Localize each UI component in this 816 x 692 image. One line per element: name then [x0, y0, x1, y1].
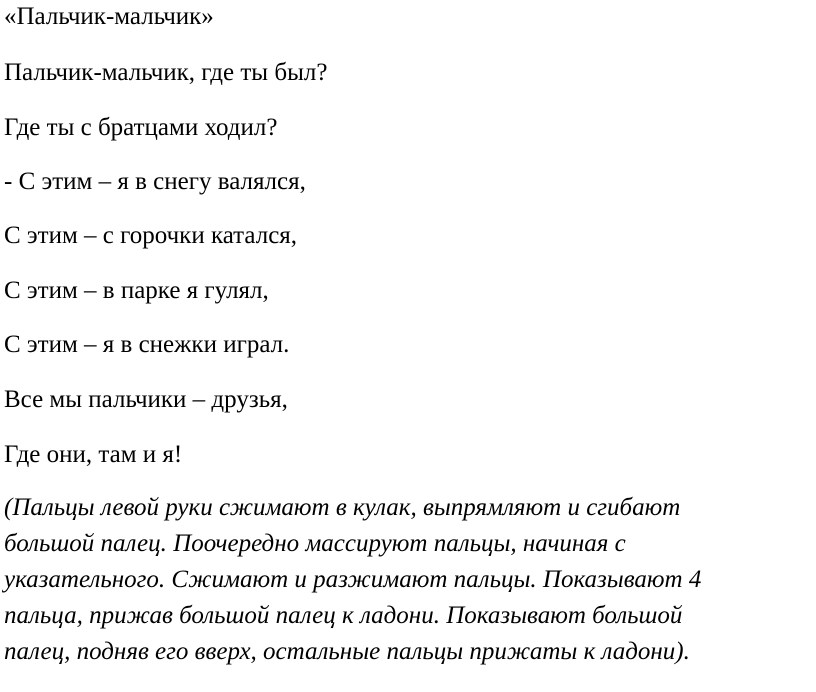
instructions-line-4: пальца, прижав большой палец к ладони. Показывают большой: [4, 602, 683, 629]
poem-line-2: Где ты с братцами ходил?: [4, 114, 278, 141]
exercise-instructions: [4, 490, 794, 670]
instructions-line-3: указательного. Сжимают и разжимают пальцы. Показывают 4: [4, 566, 702, 593]
poem-line-3: - С этим – я в снегу валялся,: [4, 168, 306, 195]
instructions-line-1: (Пальцы левой руки сжимают в кулак, выпрямляют и сгибают: [4, 494, 681, 521]
poem-title: «Пальчик-мальчик»: [4, 3, 214, 30]
instructions-line-5: палец, подняв его вверх, остальные пальцы прижаты к ладони).: [4, 638, 690, 665]
poem-line-1: Пальчик-мальчик, где ты был?: [4, 59, 328, 86]
poem-line-8: Где они, там и я!: [4, 441, 183, 468]
poem-line-5: С этим – в парке я гулял,: [4, 277, 269, 304]
poem-line-7: Все мы пальчики – друзья,: [4, 386, 288, 413]
poem-line-6: С этим – я в снежки играл.: [4, 331, 290, 358]
instructions-line-2: большой палец. Поочередно массируют пальцы, начиная с: [4, 530, 626, 557]
poem-line-4: С этим – с горочки катался,: [4, 222, 298, 249]
